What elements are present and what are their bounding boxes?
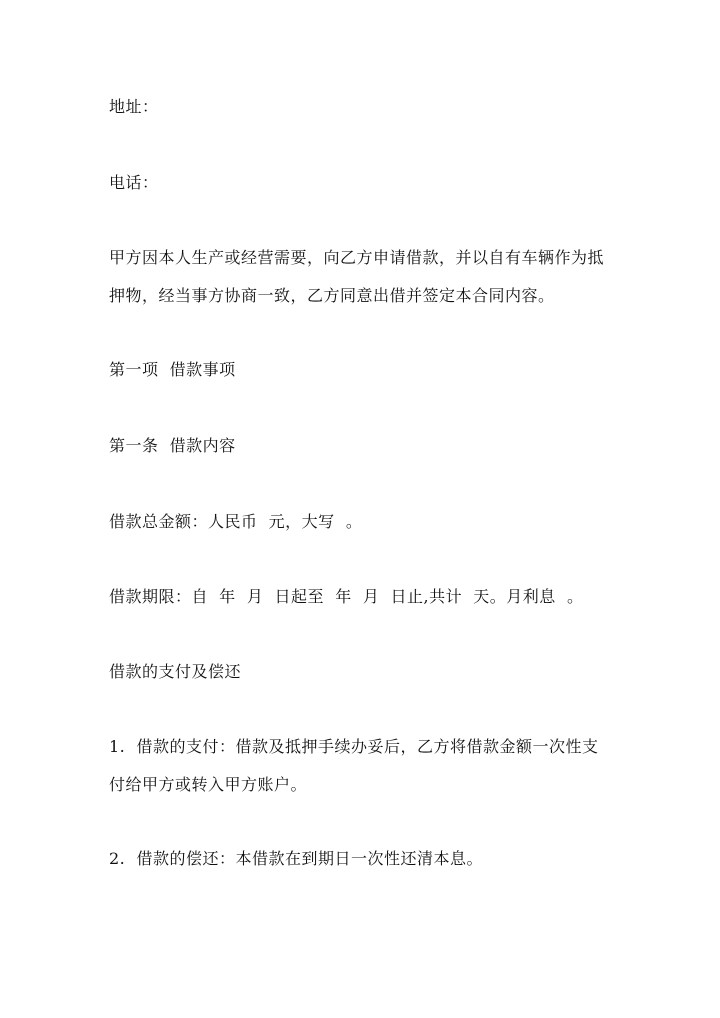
article-1-heading: 第一条 借款内容	[109, 436, 236, 455]
payment-heading: 借款的支付及偿还	[109, 662, 242, 681]
clause-1-line-2: 付给甲方或转入甲方账户。	[109, 775, 308, 794]
clause-2-line-1: 2. 借款的偿还：本借款在到期日一次性还清本息。	[109, 849, 483, 868]
address-label: 地址：	[109, 97, 159, 116]
loan-amount-line: 借款总金额：人民币 元，大写 。	[109, 512, 363, 531]
intro-paragraph-line-1: 甲方因本人生产或经营需要，向乙方申请借款，并以自有车辆作为抵	[109, 248, 605, 267]
loan-term-line: 借款期限：自 年 月 日起至 年 月 日止,共计 天。月利息 。	[109, 587, 584, 606]
clause-1-line-1: 1. 借款的支付：借款及抵押手续办妥后，乙方将借款金额一次性支	[109, 737, 599, 756]
phone-label: 电话：	[109, 173, 159, 192]
intro-paragraph-line-2: 押物，经当事方协商一致，乙方同意出借并签定本合同内容。	[109, 286, 555, 305]
section-1-heading: 第一项 借款事项	[109, 360, 236, 379]
